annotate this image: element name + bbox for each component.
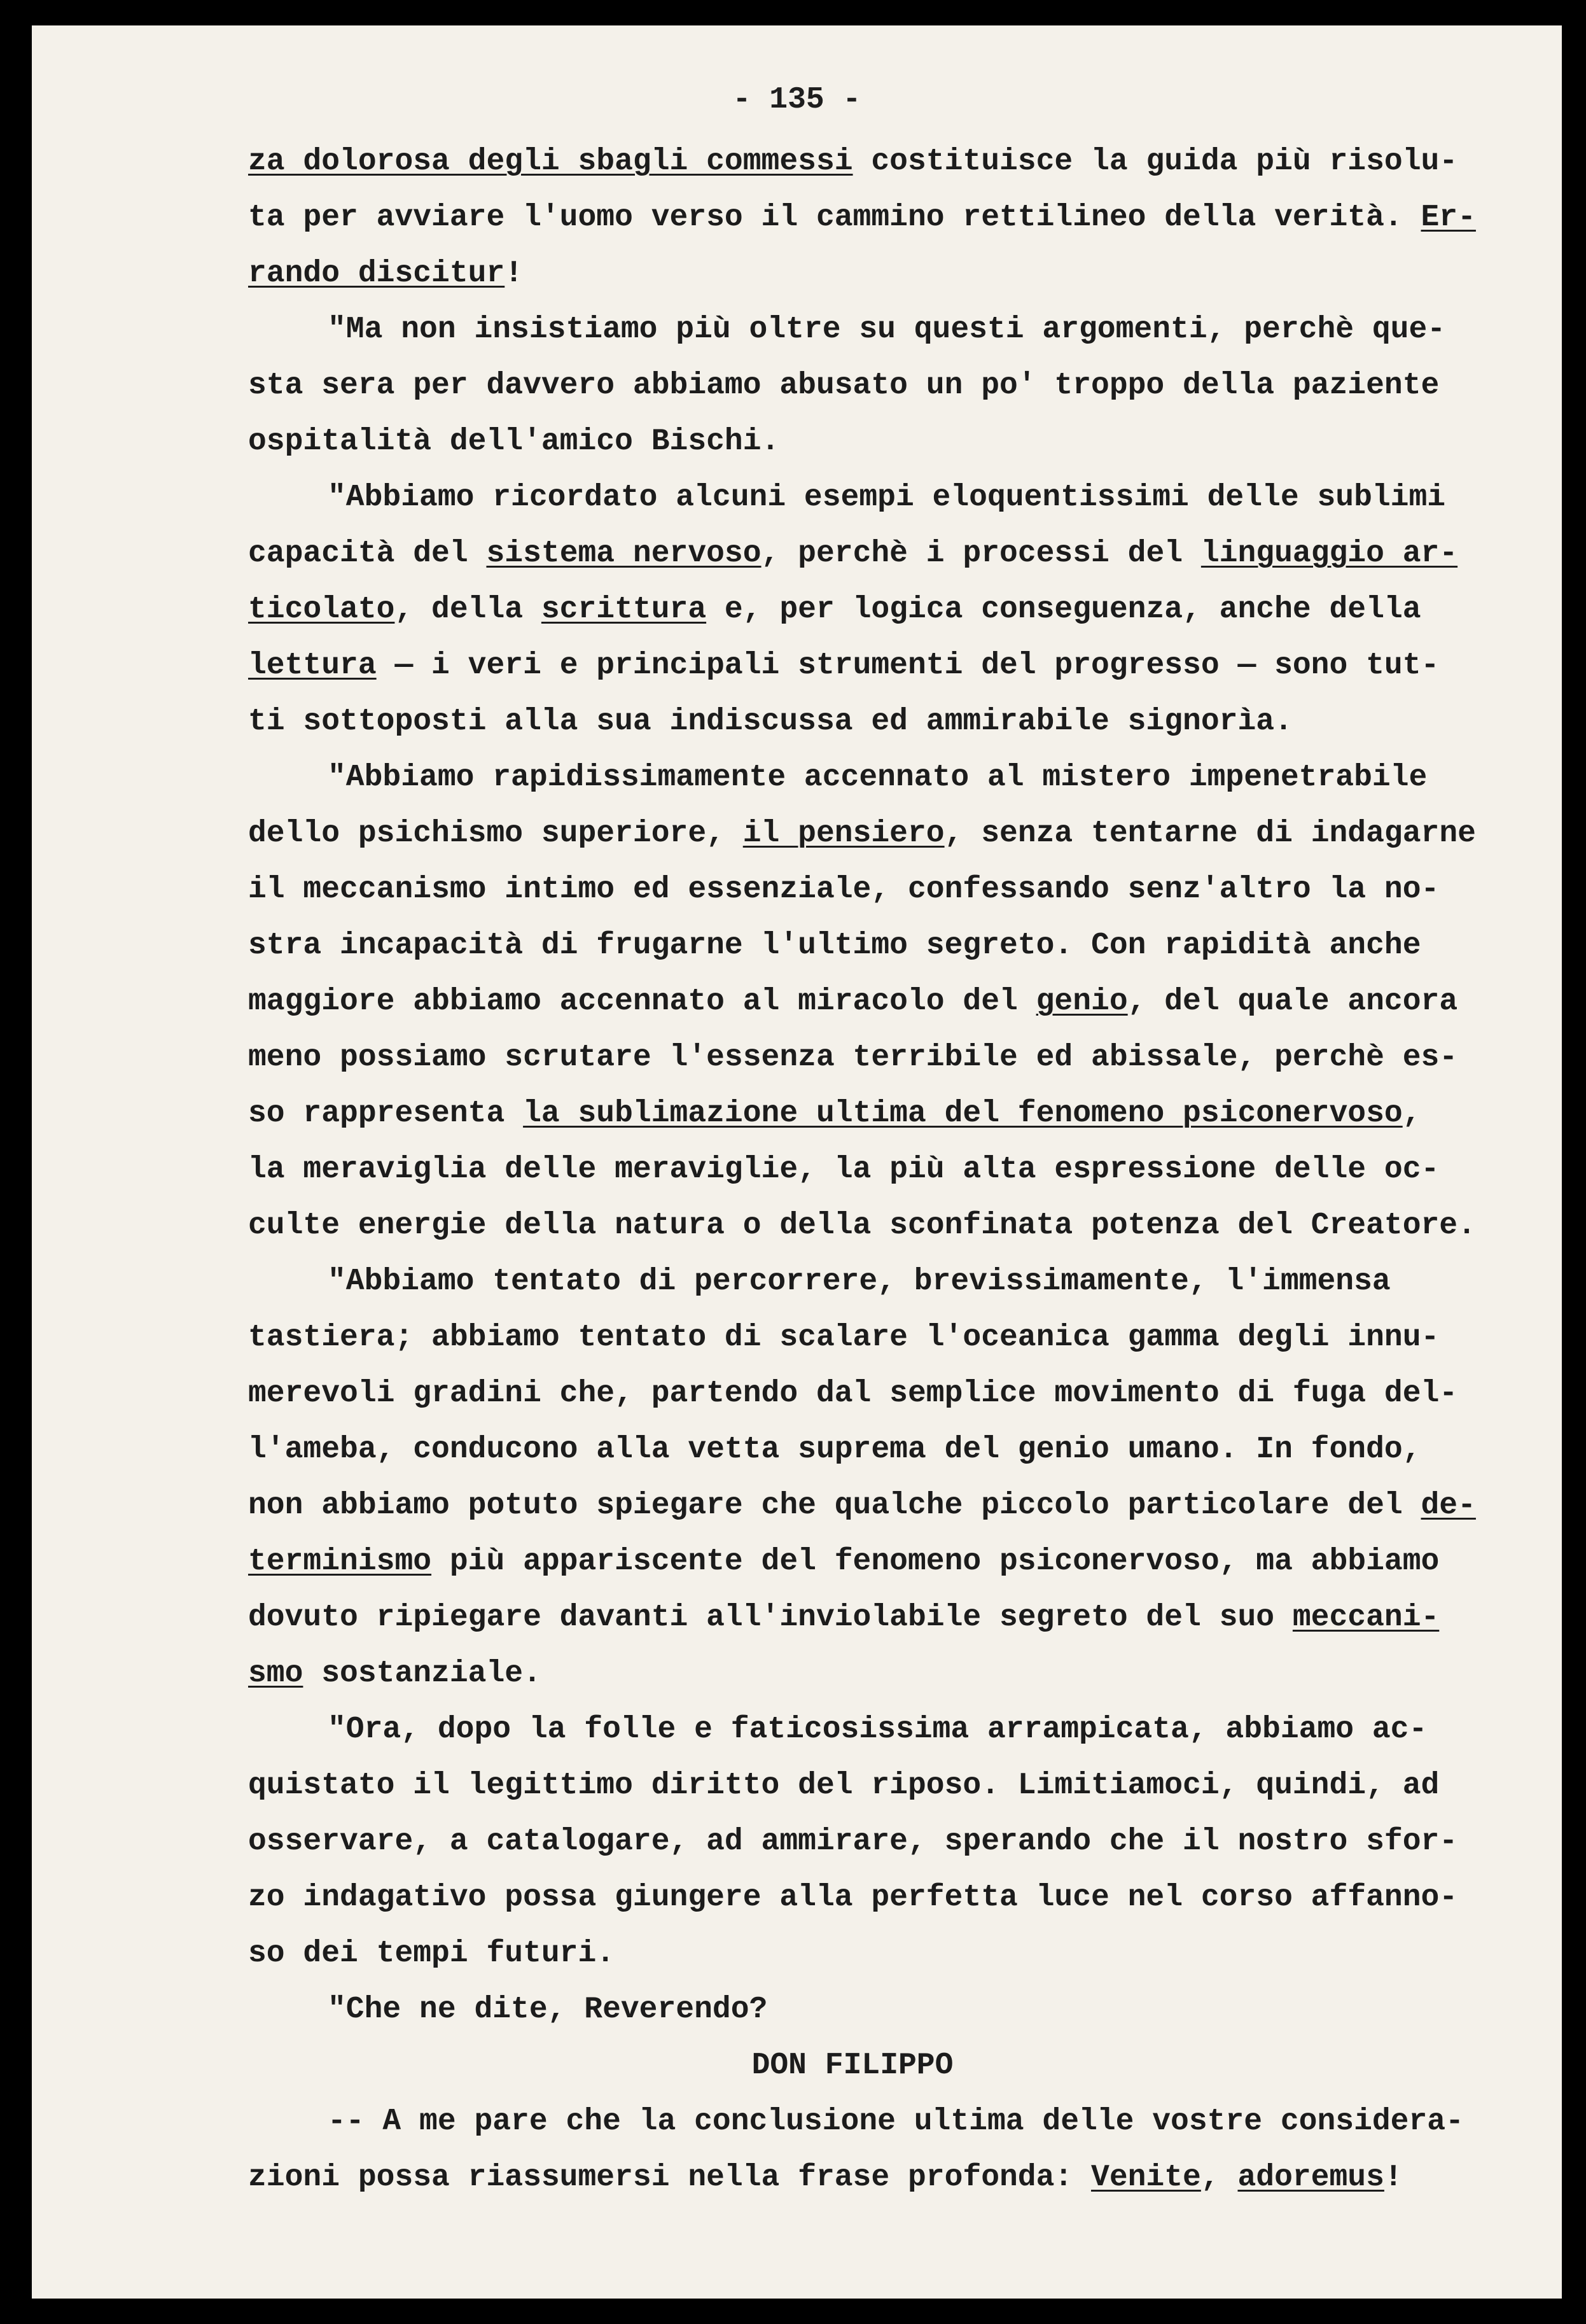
text-line: za dolorosa degli sbagli commessi costituisce la guida più risolu- <box>248 144 1458 179</box>
text-line: so dei tempi futuri. <box>248 1936 615 1971</box>
text-line: dello psichismo superiore, il pensiero, senza tentarne di indagarne <box>248 816 1476 851</box>
text-line: smo sostanziale. <box>248 1656 541 1691</box>
text-line: meno possiamo scrutare l'essenza terribile ed abissale, perchè es- <box>248 1040 1458 1075</box>
paragraph-start-line: "Abbiamo rapidissimamente accennato al mistero impenetrabile <box>328 760 1428 795</box>
paragraph-start-line: -- A me pare che la conclusione ultima delle vostre considera- <box>328 2104 1464 2139</box>
text-line: stra incapacità di frugarne l'ultimo segreto. Con rapidità anche <box>248 928 1421 963</box>
text-line: capacità del sistema nervoso, perchè i processi del linguaggio ar- <box>248 536 1458 571</box>
underlined-text: smo <box>248 1656 303 1691</box>
underlined-text: za dolorosa degli sbagli commessi <box>248 144 853 179</box>
underlined-text: terminismo <box>248 1544 432 1579</box>
underlined-text: ticolato <box>248 592 395 627</box>
text-line: quistato il legittimo diritto del riposo. Limitiamoci, quindi, ad <box>248 1768 1440 1803</box>
underlined-text: sistema nervoso <box>486 536 762 571</box>
text-line: rando discitur! <box>248 256 524 291</box>
underlined-text: genio <box>1036 984 1128 1019</box>
underlined-text: il pensiero <box>742 816 945 851</box>
underlined-text: adoremus <box>1237 2160 1384 2195</box>
underlined-text: Venite <box>1091 2160 1201 2195</box>
paragraph-start-line: "Abbiamo ricordato alcuni esempi eloquentissimi delle sublimi <box>328 480 1446 515</box>
text-line: zioni possa riassumersi nella frase profonda: Venite, adoremus! <box>248 2160 1403 2195</box>
text-line: ta per avviare l'uomo verso il cammino rettilineo della verità. Er- <box>248 200 1476 235</box>
paragraph-start-line: "Che ne dite, Reverendo? <box>328 1992 768 2027</box>
underlined-text: de- <box>1421 1488 1476 1523</box>
paragraph-start-line: "Ora, dopo la folle e faticosissima arrampicata, abbiamo ac- <box>328 1712 1428 1747</box>
paragraph-start-line: "Abbiamo tentato di percorrere, brevissimamente, l'immensa <box>328 1264 1391 1299</box>
text-line: sta sera per davvero abbiamo abusato un po' troppo della paziente <box>248 368 1440 403</box>
text-line: zo indagativo possa giungere alla perfetta luce nel corso affanno- <box>248 1880 1458 1915</box>
underlined-text: meccani- <box>1292 1600 1440 1635</box>
text-line: tastiera; abbiamo tentato di scalare l'oceanica gamma degli innu- <box>248 1320 1440 1355</box>
body-text <box>248 134 1571 2206</box>
text-line: non abbiamo potuto spiegare che qualche piccolo particolare del de- <box>248 1488 1476 1523</box>
text-line: la meraviglia delle meraviglie, la più alta espressione delle oc- <box>248 1152 1440 1187</box>
text-line: ti sottoposti alla sua indiscussa ed ammirabile signorìa. <box>248 704 1293 739</box>
text-line: dovuto ripiegare davanti all'inviolabile segreto del suo meccani- <box>248 1600 1440 1635</box>
text-line: ticolato, della scrittura e, per logica conseguenza, anche della <box>248 592 1421 627</box>
text-line: l'ameba, conducono alla vetta suprema del genio umano. In fondo, <box>248 1432 1421 1467</box>
typewritten-page <box>32 25 1562 2299</box>
text-line: so rappresenta la sublimazione ultima del fenomeno psiconervoso, <box>248 1096 1421 1131</box>
text-line: lettura — i veri e principali strumenti del progresso — sono tut- <box>248 648 1440 683</box>
text-line: il meccanismo intimo ed essenziale, confessando senz'altro la no- <box>248 872 1440 907</box>
page-number: - 135 - <box>732 83 861 117</box>
text-line: merevoli gradini che, partendo dal semplice movimento di fuga del- <box>248 1376 1458 1411</box>
paragraph-start-line: "Ma non insistiamo più oltre su questi argomenti, perchè que- <box>328 312 1446 347</box>
underlined-text: lettura <box>248 648 377 683</box>
speaker-heading: DON FILIPPO <box>751 2048 954 2083</box>
underlined-text: linguaggio ar- <box>1200 536 1458 571</box>
text-line: terminismo più appariscente del fenomeno psiconervoso, ma abbiamo <box>248 1544 1440 1579</box>
text-line: osservare, a catalogare, ad ammirare, sperando che il nostro sfor- <box>248 1824 1458 1859</box>
text-line: ospitalità dell'amico Bischi. <box>248 424 780 459</box>
text-line: culte energie della natura o della sconfinata potenza del Creatore. <box>248 1208 1476 1243</box>
text-line: maggiore abbiamo accennato al miracolo del genio, del quale ancora <box>248 984 1458 1019</box>
underlined-text: Er- <box>1421 200 1476 235</box>
underlined-text: scrittura <box>541 592 707 627</box>
underlined-text: la sublimazione ultima del fenomeno psiconervoso <box>523 1096 1403 1131</box>
underlined-text: rando discitur <box>248 256 505 291</box>
